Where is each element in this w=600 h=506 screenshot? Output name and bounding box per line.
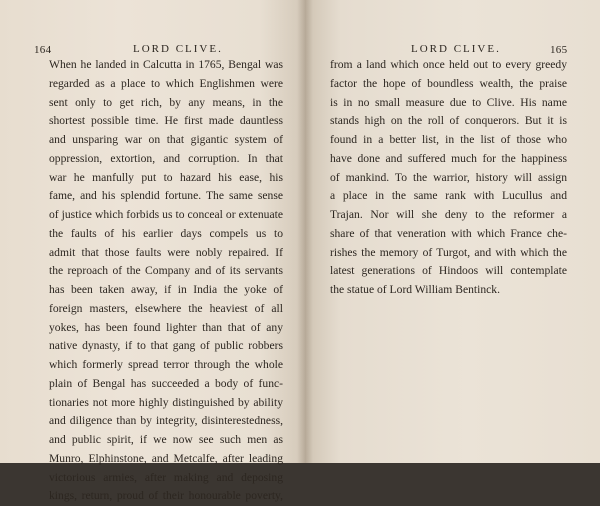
text-line: found in a better list, in the list of those who [330,133,567,146]
left-page-number: 164 [34,44,52,56]
text-line: admit that those faults were nobly repaired. If [49,245,283,259]
text-line: native dynasty, if to that gang of public robbers [49,339,283,353]
text-line: a place in the same rank with Lucullus and [330,189,567,203]
text-line: stands high on the roll of conquerors. But it is [330,114,567,128]
left-page-body [49,56,283,506]
text-line: and diligence than by integrity, disinterestedness, [49,414,283,428]
right-page-number: 165 [550,44,568,56]
text-line: tionaries not more highly distinguished by ability [49,395,283,409]
left-running-head: LORD CLIVE. [133,43,223,55]
text-line: shortest possible time. He first made dauntless [49,114,283,128]
text-line: Trajan. Nor will she deny to the reformer a [330,208,567,221]
text-line: and unsparing war on that gigantic system of [49,133,283,146]
text-line: war he manfully put to hazard his ease, his [49,170,283,184]
text-line: and public spirit, if we now see such men as [49,433,283,446]
text-line: from a land which once held out to every greedy [330,58,567,71]
text-line: kings, return, proud of their honourable poverty, [49,489,283,503]
text-line: factor the hope of boundless wealth, the praise [330,76,567,90]
text-line: rishes the memory of Turgot, and with which the [330,245,567,259]
text-line: have done and suffered much for the happiness [330,151,567,165]
text-line: foreign masters, elsewhere the heaviest of all [49,301,283,315]
text-line: is in no small measure due to Clive. His name [330,95,567,109]
right-page-body [330,56,567,300]
text-line: latest generations of Hindoos will contemplate [330,264,567,278]
text-line: When he landed in Calcutta in 1765, Bengal was [49,58,283,71]
book-gutter [297,0,313,463]
text-line: share of that veneration with which France che- [330,226,567,240]
text-line: Munro, Elphinstone, and Metcalfe, after leading [49,451,283,465]
text-line: plain of Bengal has succeeded a body of func- [49,376,283,390]
text-line: which formerly spread terror through the whole [49,358,283,371]
text-line: the reproach of the Company and of its servants [49,264,283,278]
text-line: victorious armies, after making and deposing [49,470,283,484]
text-line: sent only to get rich, by any means, in the [49,95,283,109]
right-running-head: LORD CLIVE. [411,43,501,55]
text-line: yokes, has been found lighter than that of any [49,320,283,334]
text-line: of justice which forbids us to conceal or extenuate [49,208,283,221]
text-line: regarded as a place to which Englishmen were [49,76,283,90]
text-line: fame, and his splendid fortune. The same sense [49,189,283,203]
text-line: oppression, extortion, and corruption. In that [49,151,283,165]
text-line: the statue of Lord William Bentinck. [330,283,500,296]
text-line: the faults of his earlier days compels us to [49,226,283,240]
right-page [305,0,600,463]
text-line: of mankind. To the warrior, history will assign [330,170,567,184]
text-line: has been taken away, if in India the yoke of [49,283,283,296]
